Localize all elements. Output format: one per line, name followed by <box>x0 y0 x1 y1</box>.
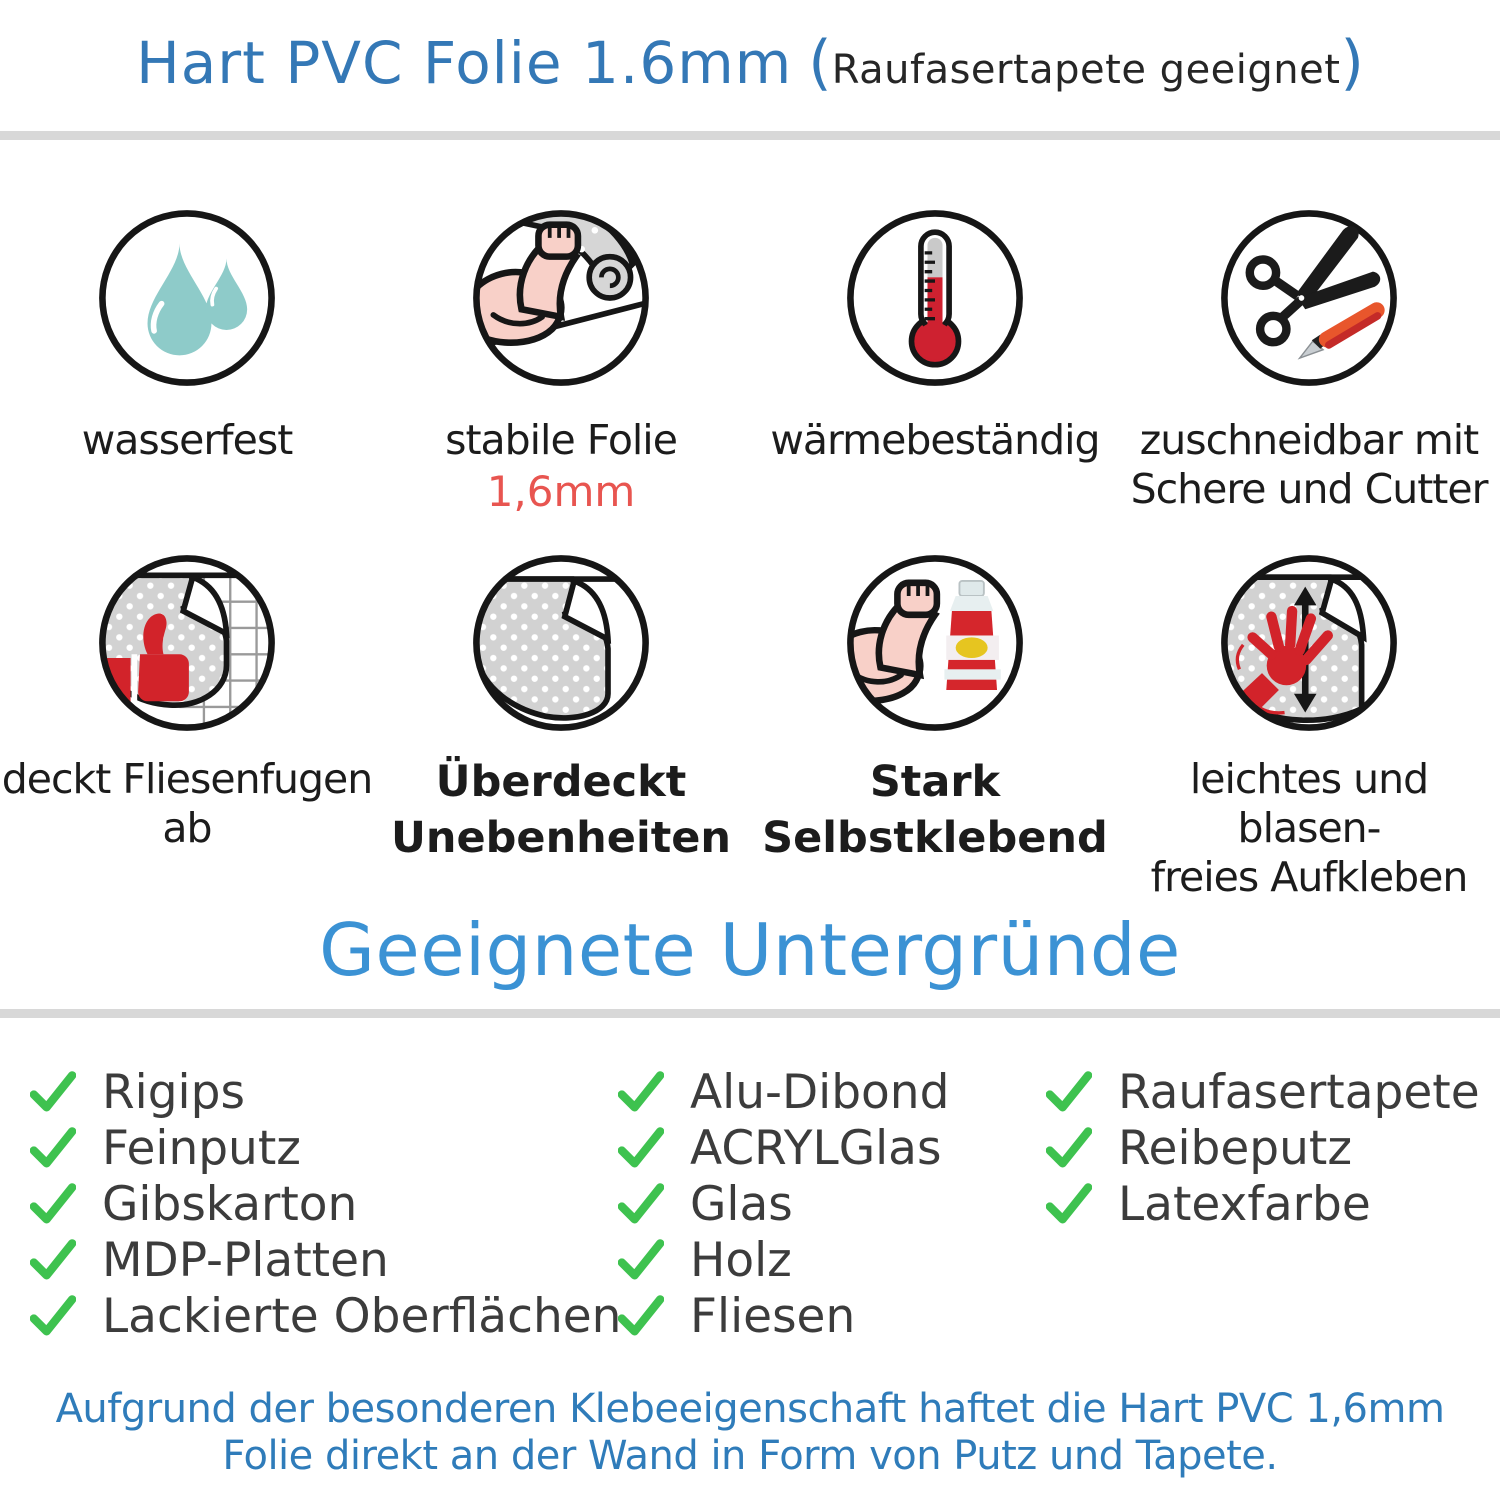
adhesion-note-line2: Folie direkt an der Wand in Form von Putz und Tapete. <box>222 1432 1278 1479</box>
substrate-label: Lackierte Oberflächen <box>102 1288 622 1344</box>
feature-label <box>391 755 731 867</box>
substrate-label: Alu-Dibond <box>690 1064 950 1120</box>
feature-unebenheiten <box>374 549 748 903</box>
substrate-label: Feinputz <box>102 1120 301 1176</box>
page-title <box>0 28 1500 98</box>
substrate-label: Latexfarbe <box>1118 1176 1371 1232</box>
substrate-item <box>30 1176 621 1232</box>
feature-fliesenfugen <box>0 549 374 903</box>
substrate-item <box>30 1232 621 1288</box>
substrate-label: Raufasertapete <box>1118 1064 1480 1120</box>
paren-close: ) <box>1340 28 1364 98</box>
check-icon <box>618 1183 664 1225</box>
substrate-item <box>1046 1176 1480 1232</box>
thermometer-icon <box>841 204 1029 392</box>
feature-zuschneidbar <box>1122 204 1496 516</box>
feature-label-line1: leichtes und blasen- <box>1189 755 1429 853</box>
feature-selbstklebend <box>748 549 1122 903</box>
feature-label-line2: Selbstklebend <box>762 812 1108 863</box>
feature-row-1 <box>0 204 1496 516</box>
check-icon <box>618 1071 664 1113</box>
substrates-list <box>0 1064 1500 1364</box>
substrate-item <box>618 1064 949 1120</box>
check-icon <box>618 1239 664 1281</box>
feature-label <box>762 755 1108 867</box>
substrate-item <box>618 1232 949 1288</box>
substrates-heading: Geeignete Untergründe <box>319 908 1181 992</box>
check-icon <box>30 1183 76 1225</box>
substrate-item <box>618 1120 949 1176</box>
substrate-label: Glas <box>690 1176 793 1232</box>
adhesion-note-line1: Aufgrund der besonderen Klebeeigenschaft haftet die Hart PVC 1,6mm <box>55 1386 1445 1432</box>
muscle-arm-foil-icon <box>467 204 655 392</box>
substrate-item <box>30 1064 621 1120</box>
substrate-label: Fliesen <box>690 1288 856 1344</box>
thumbs-up-tiles-icon <box>93 549 281 737</box>
substrate-item <box>30 1120 621 1176</box>
substrate-label: Rigips <box>102 1064 245 1120</box>
feature-wasserfest <box>0 204 374 516</box>
water-drops-icon <box>93 204 281 392</box>
hand-smoothing-icon <box>1215 549 1403 737</box>
feature-label <box>1131 416 1488 514</box>
feature-label-line1: Stark <box>869 757 1001 807</box>
substrate-label: MDP-Platten <box>102 1232 389 1288</box>
muscle-arm-glue-icon <box>841 549 1029 737</box>
scissors-cutter-icon <box>1215 204 1403 392</box>
substrate-item <box>618 1288 949 1344</box>
check-icon <box>30 1071 76 1113</box>
feature-label-line2: Schere und Cutter <box>1130 465 1488 514</box>
feature-label: wasserfest <box>81 416 293 464</box>
feature-label-line2: Unebenheiten <box>390 812 732 863</box>
substrate-item <box>30 1288 621 1344</box>
substrates-column-3 <box>1046 1064 1480 1232</box>
adhesion-note <box>0 1386 1500 1480</box>
substrate-item <box>618 1176 949 1232</box>
substrates-column-2 <box>618 1064 949 1344</box>
feature-label: deckt Fliesenfugen ab <box>1 755 373 853</box>
check-icon <box>618 1127 664 1169</box>
title-subtitle: Raufasertapete geeignet <box>831 47 1341 93</box>
divider-middle <box>0 1009 1500 1018</box>
check-icon <box>30 1127 76 1169</box>
feature-label: stabile Folie <box>445 416 677 464</box>
check-icon <box>1046 1071 1092 1113</box>
substrate-item <box>1046 1120 1480 1176</box>
paren-open: ( <box>808 28 832 98</box>
feature-aufkleben <box>1122 549 1496 903</box>
divider-top <box>0 131 1500 140</box>
feature-row-2 <box>0 549 1496 903</box>
check-icon <box>1046 1127 1092 1169</box>
feature-waermebestaendig <box>748 204 1122 516</box>
check-icon <box>30 1239 76 1281</box>
feature-label-line1: Überdeckt <box>435 757 687 807</box>
substrate-label: Gibskarton <box>102 1176 358 1232</box>
substrate-label: Reibeputz <box>1118 1120 1352 1176</box>
feature-label-line1: zuschneidbar mit <box>1139 416 1479 464</box>
substrates-column-1 <box>30 1064 621 1344</box>
substrate-label: Holz <box>690 1232 792 1288</box>
feature-label <box>1122 755 1496 903</box>
substrate-item <box>1046 1064 1480 1120</box>
peeled-foil-icon <box>467 549 655 737</box>
feature-label: wärmebeständig <box>770 416 1100 464</box>
feature-label-line2: freies Aufkleben <box>1150 853 1468 902</box>
title-text: Hart PVC Folie 1.6mm <box>136 29 793 97</box>
check-icon <box>618 1295 664 1337</box>
feature-stabile-folie <box>374 204 748 516</box>
check-icon <box>1046 1183 1092 1225</box>
thickness-note: 1,6mm <box>486 467 636 517</box>
check-icon <box>30 1295 76 1337</box>
substrate-label: ACRYLGlas <box>690 1120 942 1176</box>
